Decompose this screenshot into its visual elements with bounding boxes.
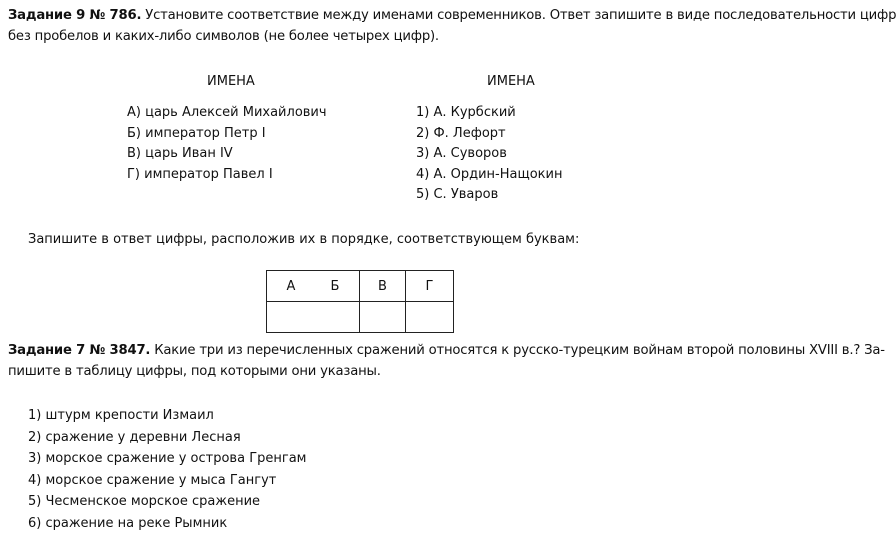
header-g: Г	[406, 271, 454, 302]
answer-input-cell[interactable]	[360, 302, 406, 333]
left-column-header: ИМЕНА	[207, 74, 255, 89]
answer-table	[266, 270, 454, 333]
task9-heading-line1	[8, 8, 896, 23]
right-names-list	[416, 103, 563, 206]
header-v: В	[360, 271, 406, 302]
list-item: 3) А. Суворов	[416, 146, 507, 161]
list-item: 6) сражение на реке Рымник	[28, 515, 228, 531]
task7-heading-line2: пишите в таблицу цифры, под которыми они указаны.	[8, 364, 381, 379]
task9-text-line1: Установите соответствие между именами современников. Ответ запишите в виде последовательности цифр	[141, 8, 896, 23]
list-item: А) царь Алексей Михайлович	[127, 105, 327, 120]
list-item: 1) А. Курбский	[416, 105, 516, 120]
task9-number: Задание 9 № 786.	[8, 8, 142, 23]
task9-heading-line2: без пробелов и каких-либо символов (не более четырех цифр).	[8, 29, 439, 44]
answer-input-cell[interactable]	[267, 302, 360, 333]
list-item: 5) Чесменское морское сражение	[28, 494, 261, 509]
header-b: Б	[330, 278, 340, 294]
list-item: В) царь Иван IV	[127, 146, 233, 161]
task7-heading-line1	[8, 343, 885, 358]
list-item: 2) сражение у деревни Лесная	[28, 429, 241, 445]
list-item: 2) Ф. Лефорт	[416, 125, 506, 141]
right-column-header: ИМЕНА	[487, 74, 535, 89]
answer-header-cell	[267, 271, 360, 302]
task7-text-line1: Какие три из перечисленных сражений относятся к русско-турецким войнам второй половины XVIII в.? За-	[150, 343, 885, 358]
answer-instruction: Запишите в ответ цифры, расположив их в порядке, соответствующем буквам:	[28, 232, 580, 247]
list-item: 1) штурм крепости Измаил	[28, 408, 214, 423]
list-item: 4) морское сражение у мыса Гангут	[28, 472, 277, 488]
list-item: 4) А. Ордин-Нащокин	[416, 166, 563, 182]
task7-number: Задание 7 № 3847.	[8, 343, 151, 358]
list-item: Г) император Павел I	[127, 166, 273, 182]
list-item: 3) морское сражение у острова Гренгам	[28, 451, 307, 466]
left-names-list	[127, 103, 327, 185]
header-a: А	[286, 278, 296, 294]
list-item: Б) император Петр I	[127, 125, 266, 141]
answer-input-cell[interactable]	[406, 302, 454, 333]
task7-options-list	[28, 405, 306, 534]
list-item: 5) С. Уваров	[416, 187, 499, 202]
